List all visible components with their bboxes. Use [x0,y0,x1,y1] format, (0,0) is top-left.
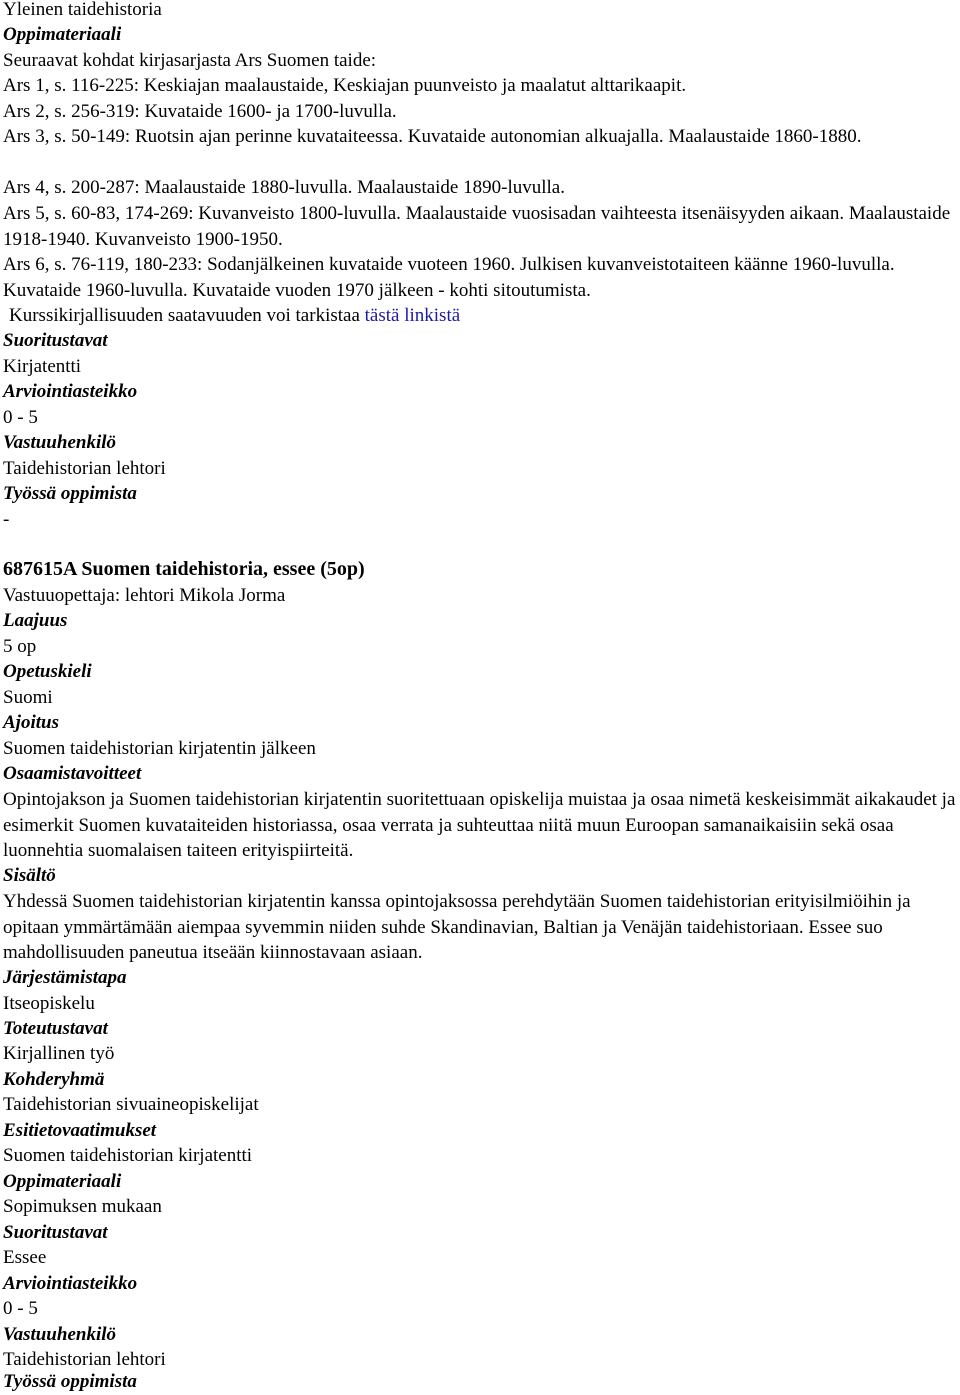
materials-heading: Oppimateriaali [3,24,122,45]
worklife-heading: Työssä oppimista [3,483,137,504]
implementation-value: Kirjallinen työ [3,1043,115,1064]
ars-item: Ars 4, s. 200-287: Maalaustaide 1880-luvulla. Maalaustaide 1890-luvulla. [3,177,565,198]
ars-item: Ars 5, s. 60-83, 174-269: Kuvanveisto 1800-luvulla. Maalaustaide vuosisadan vaihteesta itsenäisyyden aikaan. Maalaustaide 1918-1940. Kuvanveisto 1900-1950. [3,203,951,250]
course-completion-value: Essee [3,1247,47,1268]
responsible-value: Taidehistorian lehtori [3,458,166,479]
organization-value: Itseopiskelu [3,993,95,1014]
grading-value: 0 - 5 [3,407,38,428]
scope-heading: Laajuus [3,610,68,631]
responsible-heading: Vastuuhenkilö [3,432,116,453]
language-value: Suomi [3,687,53,708]
language-heading: Opetuskieli [3,661,92,682]
worklife-value: - [3,509,10,530]
course-responsible-value: Taidehistorian lehtori [3,1349,166,1370]
prereq-value: Suomen taidehistorian kirjatentti [3,1145,253,1166]
completion-value: Kirjatentti [3,356,82,377]
timing-heading: Ajoitus [3,712,59,733]
course-grading-heading: Arviointiasteikko [3,1273,138,1294]
course-materials-value: Sopimuksen mukaan [3,1196,162,1217]
materials-intro: Seuraavat kohdat kirjasarjasta Ars Suomen taide: [3,50,377,71]
implementation-heading: Toteutustavat [3,1018,108,1039]
ars-item: Ars 3, s. 50-149: Ruotsin ajan perinne kuvataiteessa. Kuvataide autonomian alkuajalla. Maalaustaide 1860-1880. [3,126,862,147]
availability-link[interactable]: tästä linkistä [364,305,461,326]
teacher-line: Vastuuopettaja: lehtori Mikola Jorma [3,585,286,606]
availability-line [9,303,958,329]
course-grading-value: 0 - 5 [3,1298,38,1319]
availability-text: Kurssikirjallisuuden saatavuuden voi tarkistaa [9,305,360,326]
course-materials-heading: Oppimateriaali [3,1171,122,1192]
course-responsible-heading: Vastuuhenkilö [3,1324,116,1345]
target-heading: Kohderyhmä [3,1069,105,1090]
course-completion-heading: Suoritustavat [3,1222,108,1243]
ars-item: Ars 1, s. 116-225: Keskiajan maalaustaide, Keskiajan puunveisto ja maalatut alttarikaapit. [3,75,687,96]
outcomes-heading: Osaamistavoitteet [3,763,142,784]
completion-heading: Suoritustavat [3,330,108,351]
content-heading: Sisältö [3,865,56,886]
course-title: Yleinen taidehistoria [3,0,162,20]
outcomes-value: Opintojakson ja Suomen taidehistorian kirjatentin suoritettuaan opiskelija muistaa ja osaa nimetä keskeisimmät aikakaudet ja esimerkit Suomen kuvataiteiden historiassa, osaa verrata ja suhteuttaa niitä muun Euroopan samanaikaisiin sekä osaa luonnehtia suomalaisen taiteen erityispiirteitä. [3,789,956,861]
content-value: Yhdessä Suomen taidehistorian kirjatentin kanssa opintojaksossa perehdytään Suomen taidehistorian erityisilmiöihin ja opitaan ymmärtämään aiempaa syvemmin niiden suhde Skandinavian, Baltian ja Venäjän taidehistoriaan. Essee suo mahdollisuuden paneutua itseään kiinnostavaan asiaan. [3,891,911,963]
course-worklife-heading: Työssä oppimista [3,1371,137,1392]
timing-value: Suomen taidehistorian kirjatentin jälkeen [3,738,316,759]
organization-heading: Järjestämistapa [3,967,127,988]
ars-item: Ars 6, s. 76-119, 180-233: Sodanjälkeinen kuvataide vuoteen 1960. Julkisen kuvanveistotaiteen käänne 1960-luvulla. Kuvataide 1960-luvulla. Kuvataide vuoden 1970 jälkeen - kohti sitoutumista. [3,254,895,301]
course-heading: 687615A Suomen taidehistoria, essee (5op) [3,558,365,580]
grading-heading: Arviointiasteikko [3,381,138,402]
prereq-heading: Esitietovaatimukset [3,1120,157,1141]
ars-item: Ars 2, s. 256-319: Kuvataide 1600- ja 1700-luvulla. [3,101,397,122]
target-value: Taidehistorian sivuaineopiskelijat [3,1094,259,1115]
scope-value: 5 op [3,636,37,657]
